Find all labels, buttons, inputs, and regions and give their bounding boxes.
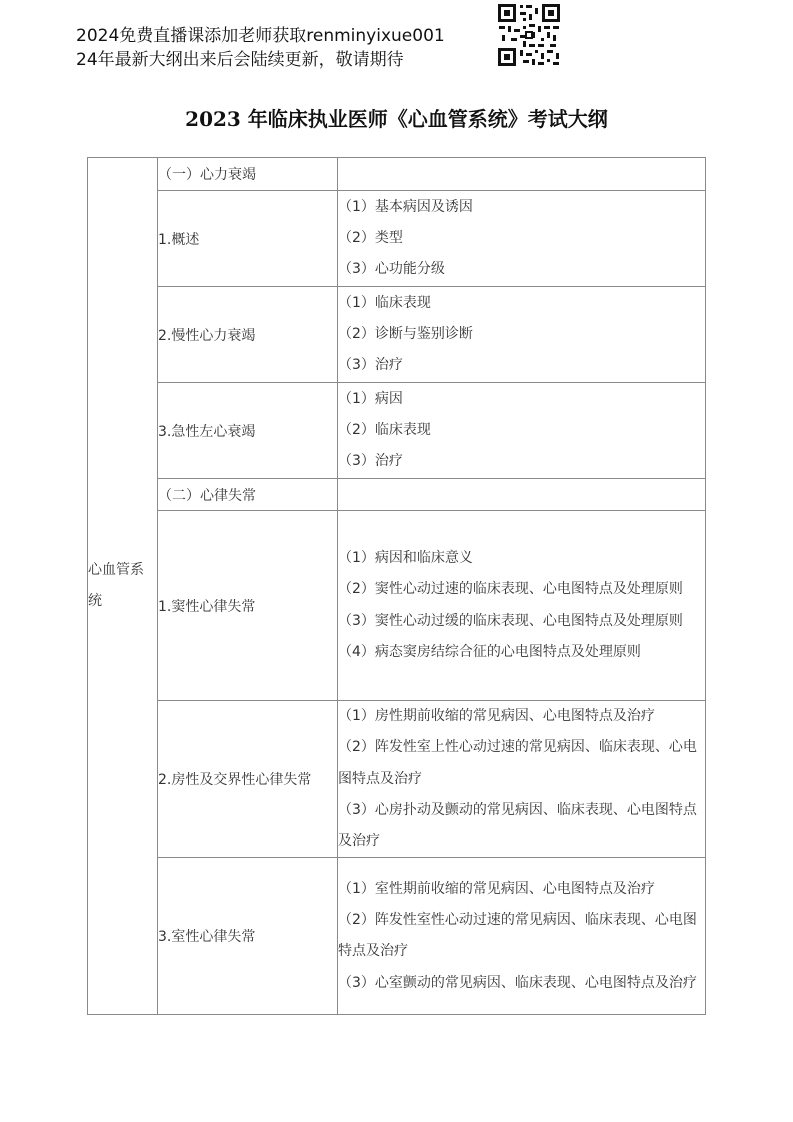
list-item: （3）治疗 [338,357,403,374]
list-item: （1）病因 [338,390,403,407]
list-item: （2）类型 [338,229,403,246]
items-cell [338,858,706,1015]
list-item: （2）窦性心动过速的临床表现、心电图特点及处理原则 [338,581,683,598]
list-item: （1）房性期前收缩的常见病因、心电图特点及治疗 [338,708,655,724]
items-cell [338,701,706,858]
table-row [88,858,706,1015]
list-item: （3）窦性心动过缓的临床表现、心电图特点及处理原则 [338,612,683,629]
chapter-heading: （一）心力衰竭 [158,158,338,191]
page-title: 2023 年临床执业医师《心血管系统》考试大纲 [185,107,608,131]
items-cell [338,287,706,383]
list-item: （3）心功能分级 [338,261,445,278]
table-row [88,511,706,701]
items-cell [338,511,706,701]
list-item: （3）治疗 [338,453,403,470]
table-row [88,158,706,191]
chapter-heading: （二）心律失常 [158,479,338,511]
unit-cell: 1.窦性心律失常 [158,511,338,701]
qr-code-icon[interactable] [496,2,562,68]
list-item: （2）诊断与鉴别诊断 [338,325,473,342]
list-item: （3）心房扑动及颤动的常见病因、临床表现、心电图特点及治疗 [338,801,697,850]
promo-line-1: 2024免费直播课添加老师获取renminyixue001 [76,26,445,46]
list-item: （4）病态窦房结综合征的心电图特点及处理原则 [338,643,641,660]
syllabus-table [87,157,706,1015]
unit-cell: 3.急性左心衰竭 [158,383,338,479]
list-item: （3）心室颤动的常见病因、临床表现、心电图特点及治疗 [338,974,697,991]
items-cell [338,383,706,479]
unit-cell: 1.概述 [158,191,338,287]
unit-cell: 2.房性及交界性心律失常 [158,701,338,858]
table-row [88,191,706,287]
promo-line-2: 24年最新大纲出来后会陆续更新，敬请期待 [76,50,404,70]
list-item: （2）阵发性室上性心动过速的常见病因、临床表现、心电图特点及治疗 [338,739,697,787]
unit-cell: 2.慢性心力衰竭 [158,287,338,383]
list-item: （1）临床表现 [338,294,431,311]
empty-cell [338,158,706,191]
items-cell [338,191,706,287]
list-item: （1）病因和临床意义 [338,549,473,566]
unit-cell: 3.室性心律失常 [158,858,338,1015]
system-cell: 心血管系统 [88,158,158,1015]
table-row [88,701,706,858]
empty-cell [338,479,706,511]
list-item: （2）临床表现 [338,421,431,438]
list-item: （1）室性期前收缩的常见病因、心电图特点及治疗 [338,880,655,897]
table-row [88,287,706,383]
table-row [88,383,706,479]
promo-banner [76,24,496,72]
list-item: （2）阵发性室性心动过速的常见病因、临床表现、心电图特点及治疗 [338,912,697,960]
table-row [88,479,706,511]
list-item: （1）基本病因及诱因 [338,198,473,215]
